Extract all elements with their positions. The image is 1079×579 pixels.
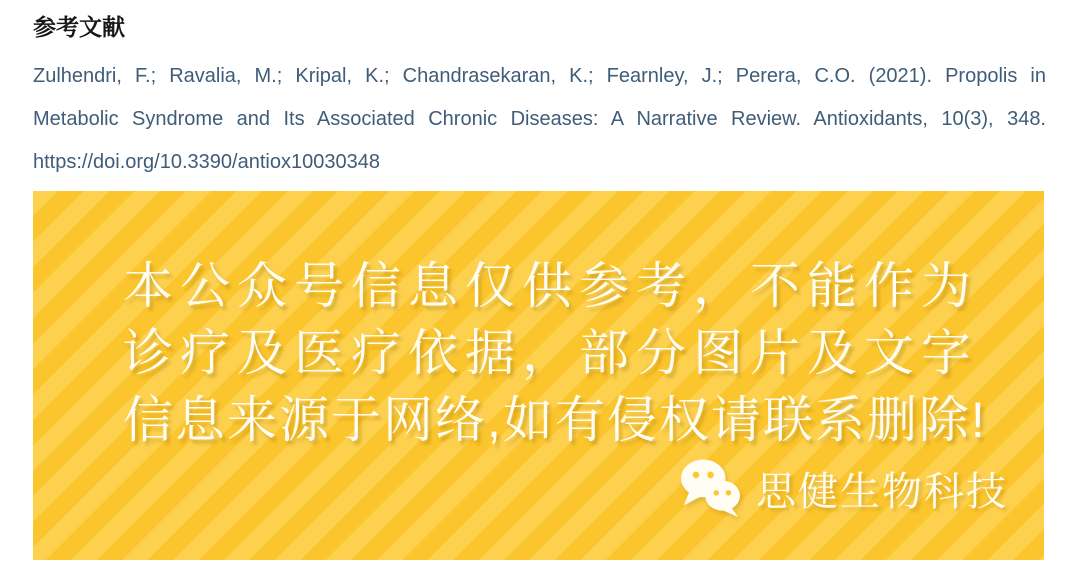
references-heading: 参考文献 — [33, 14, 125, 40]
brand-name: 思健生物科技 — [756, 469, 1008, 514]
disclaimer-line-2: 诊疗及医疗依据，部分图片及文字 — [123, 325, 978, 381]
disclaimer-line-3: 信息来源于网络,如有侵权请联系删除! — [123, 392, 987, 448]
disclaimer-banner-image — [33, 191, 1044, 560]
citation-paragraph — [33, 55, 1046, 184]
citation-line-1: Zulhendri, F.; Ravalia, M.; Kripal, K.; Chandrasekaran, K.; Fearnley, J.; Perera, C.O. (2021). Propolis in — [33, 65, 1046, 87]
wechat-icon — [680, 458, 742, 518]
citation-line-2: Metabolic Syndrome and Its Associated Chronic Diseases: A Narrative Review. Antioxidants, 10(3), 348. — [33, 108, 1046, 130]
doi-url: https://doi.org/10.3390/antiox10030348 — [33, 151, 380, 173]
disclaimer-line-1: 本公众号信息仅供参考，不能作为 — [123, 258, 978, 314]
brand-row — [680, 458, 1008, 518]
